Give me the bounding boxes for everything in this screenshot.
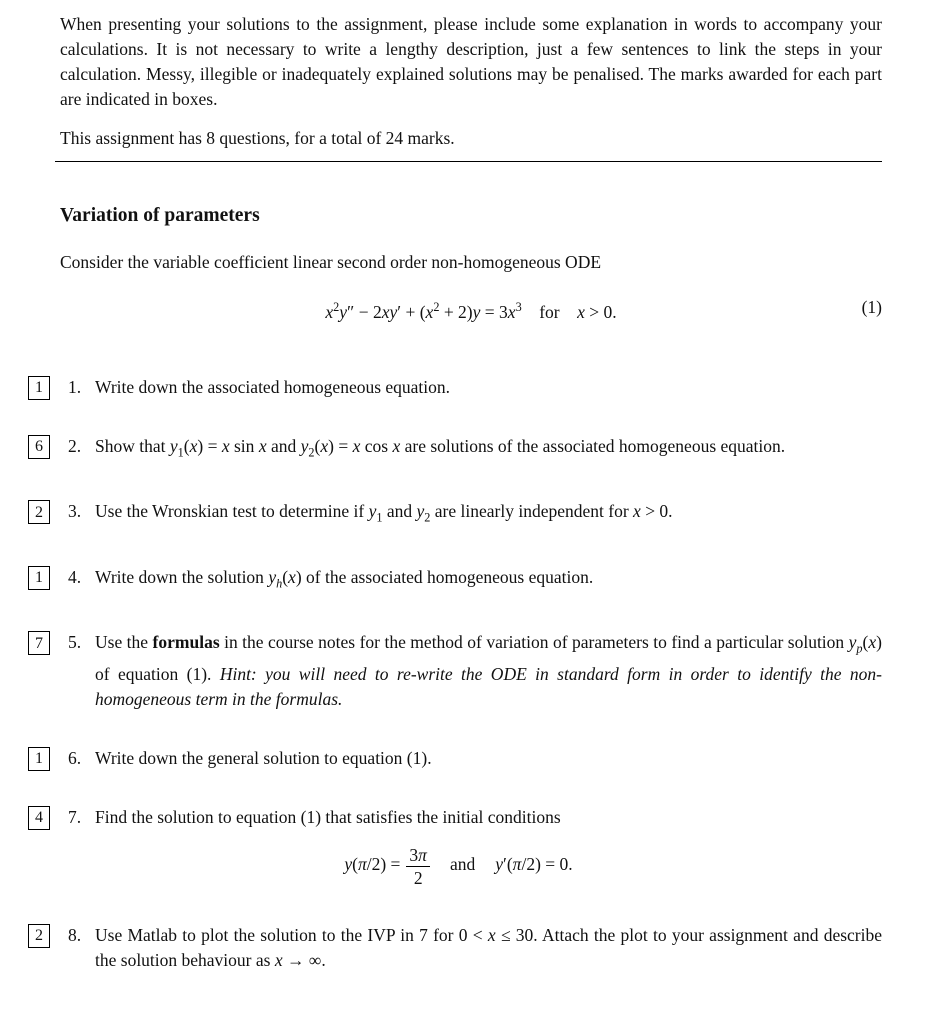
question-number: 4. [68, 566, 82, 587]
marks-box: 2 [28, 924, 50, 948]
intro-paragraph: When presenting your solutions to the assignment, please include some explanation in words to accompany your calculations. It is not necessary to write a lengthy description, just a few sentences to link the steps in your calculation. Messy, illegible or inadequately explained solutions may be penalised. The marks awarded for each part are indicated in boxes. [60, 14, 882, 109]
initial-conditions-equation [95, 844, 822, 889]
ic-and-label: and [449, 853, 476, 874]
marks-box: 1 [28, 747, 50, 771]
marks-box: 4 [28, 806, 50, 830]
question-number: 5. [68, 632, 82, 653]
ic-fraction [406, 844, 430, 889]
question-text: Write down the general solution to equation (1). [95, 747, 432, 768]
question-text: Use the formulas in the course notes for the method of variation of parameters to find a particular solution $y_p(x)$ of equation (1). Hint: you will need to re-write the ODE in standard form in order to identify the non-homogeneous term in the formulas. [95, 632, 882, 709]
question-number: 2. [68, 435, 82, 456]
question-item-3 [28, 499, 882, 531]
question-text: Use the Wronskian test to determine if $y_1$ and $y_2$ are linearly independent for x > 0. [95, 501, 673, 525]
equation-1 [60, 295, 882, 325]
question-number: 3. [68, 501, 82, 522]
question-text: Write down the associated homogeneous equation. [95, 376, 451, 397]
marks-box: 1 [28, 566, 50, 590]
question-item-2 [28, 434, 882, 466]
ic-left-side: y(π/2) = [344, 853, 401, 874]
question-text: Find the solution to equation (1) that satisfies the initial conditions [95, 806, 561, 827]
question-number: 8. [68, 924, 82, 945]
ic-fraction-numerator: 3π [406, 844, 430, 867]
question-item-6 [28, 746, 882, 771]
ode-intro-text: Consider the variable coefficient linear second order non-homogeneous ODE [60, 252, 602, 272]
question-text: Use Matlab to plot the solution to the IVP in 7 for 0 < x ≤ 30. Attach the plot to your assignment and describe the solution behaviour as x → ∞. [95, 924, 883, 970]
question-item-8 [28, 923, 882, 973]
question-number: 1. [68, 376, 82, 397]
question-text: Write down the solution $y_h(x)$ of the associated homogeneous equation. [95, 566, 594, 591]
ic-right-side: y′(π/2) = 0. [495, 853, 573, 874]
ic-fraction-denominator: 2 [413, 867, 423, 888]
question-item-4 [28, 565, 882, 597]
question-number: 7. [68, 806, 82, 827]
equation-1-tag: (1) [861, 297, 882, 317]
question-item-7 [28, 805, 882, 889]
equation-1-body: $x^2y'' - 2xy' + (x^2 + 2)y = 3x^3$ for x > 0. [325, 300, 617, 322]
marks-box: 1 [28, 376, 50, 400]
section-title: Variation of parameters [60, 205, 260, 226]
marks-box: 6 [28, 435, 50, 459]
question-number: 6. [68, 747, 82, 768]
question-text: Show that $y_1(x) = x$ sin x and $y_2(x) = x$ cos x are solutions of the associated homogeneous equation. [95, 435, 786, 460]
question-item-1 [28, 375, 882, 400]
horizontal-rule [55, 161, 882, 162]
questions-summary: This assignment has 8 questions, for a total of 24 marks. [60, 128, 455, 148]
question-item-5 [28, 630, 882, 712]
marks-box: 7 [28, 631, 50, 655]
marks-box: 2 [28, 500, 50, 524]
